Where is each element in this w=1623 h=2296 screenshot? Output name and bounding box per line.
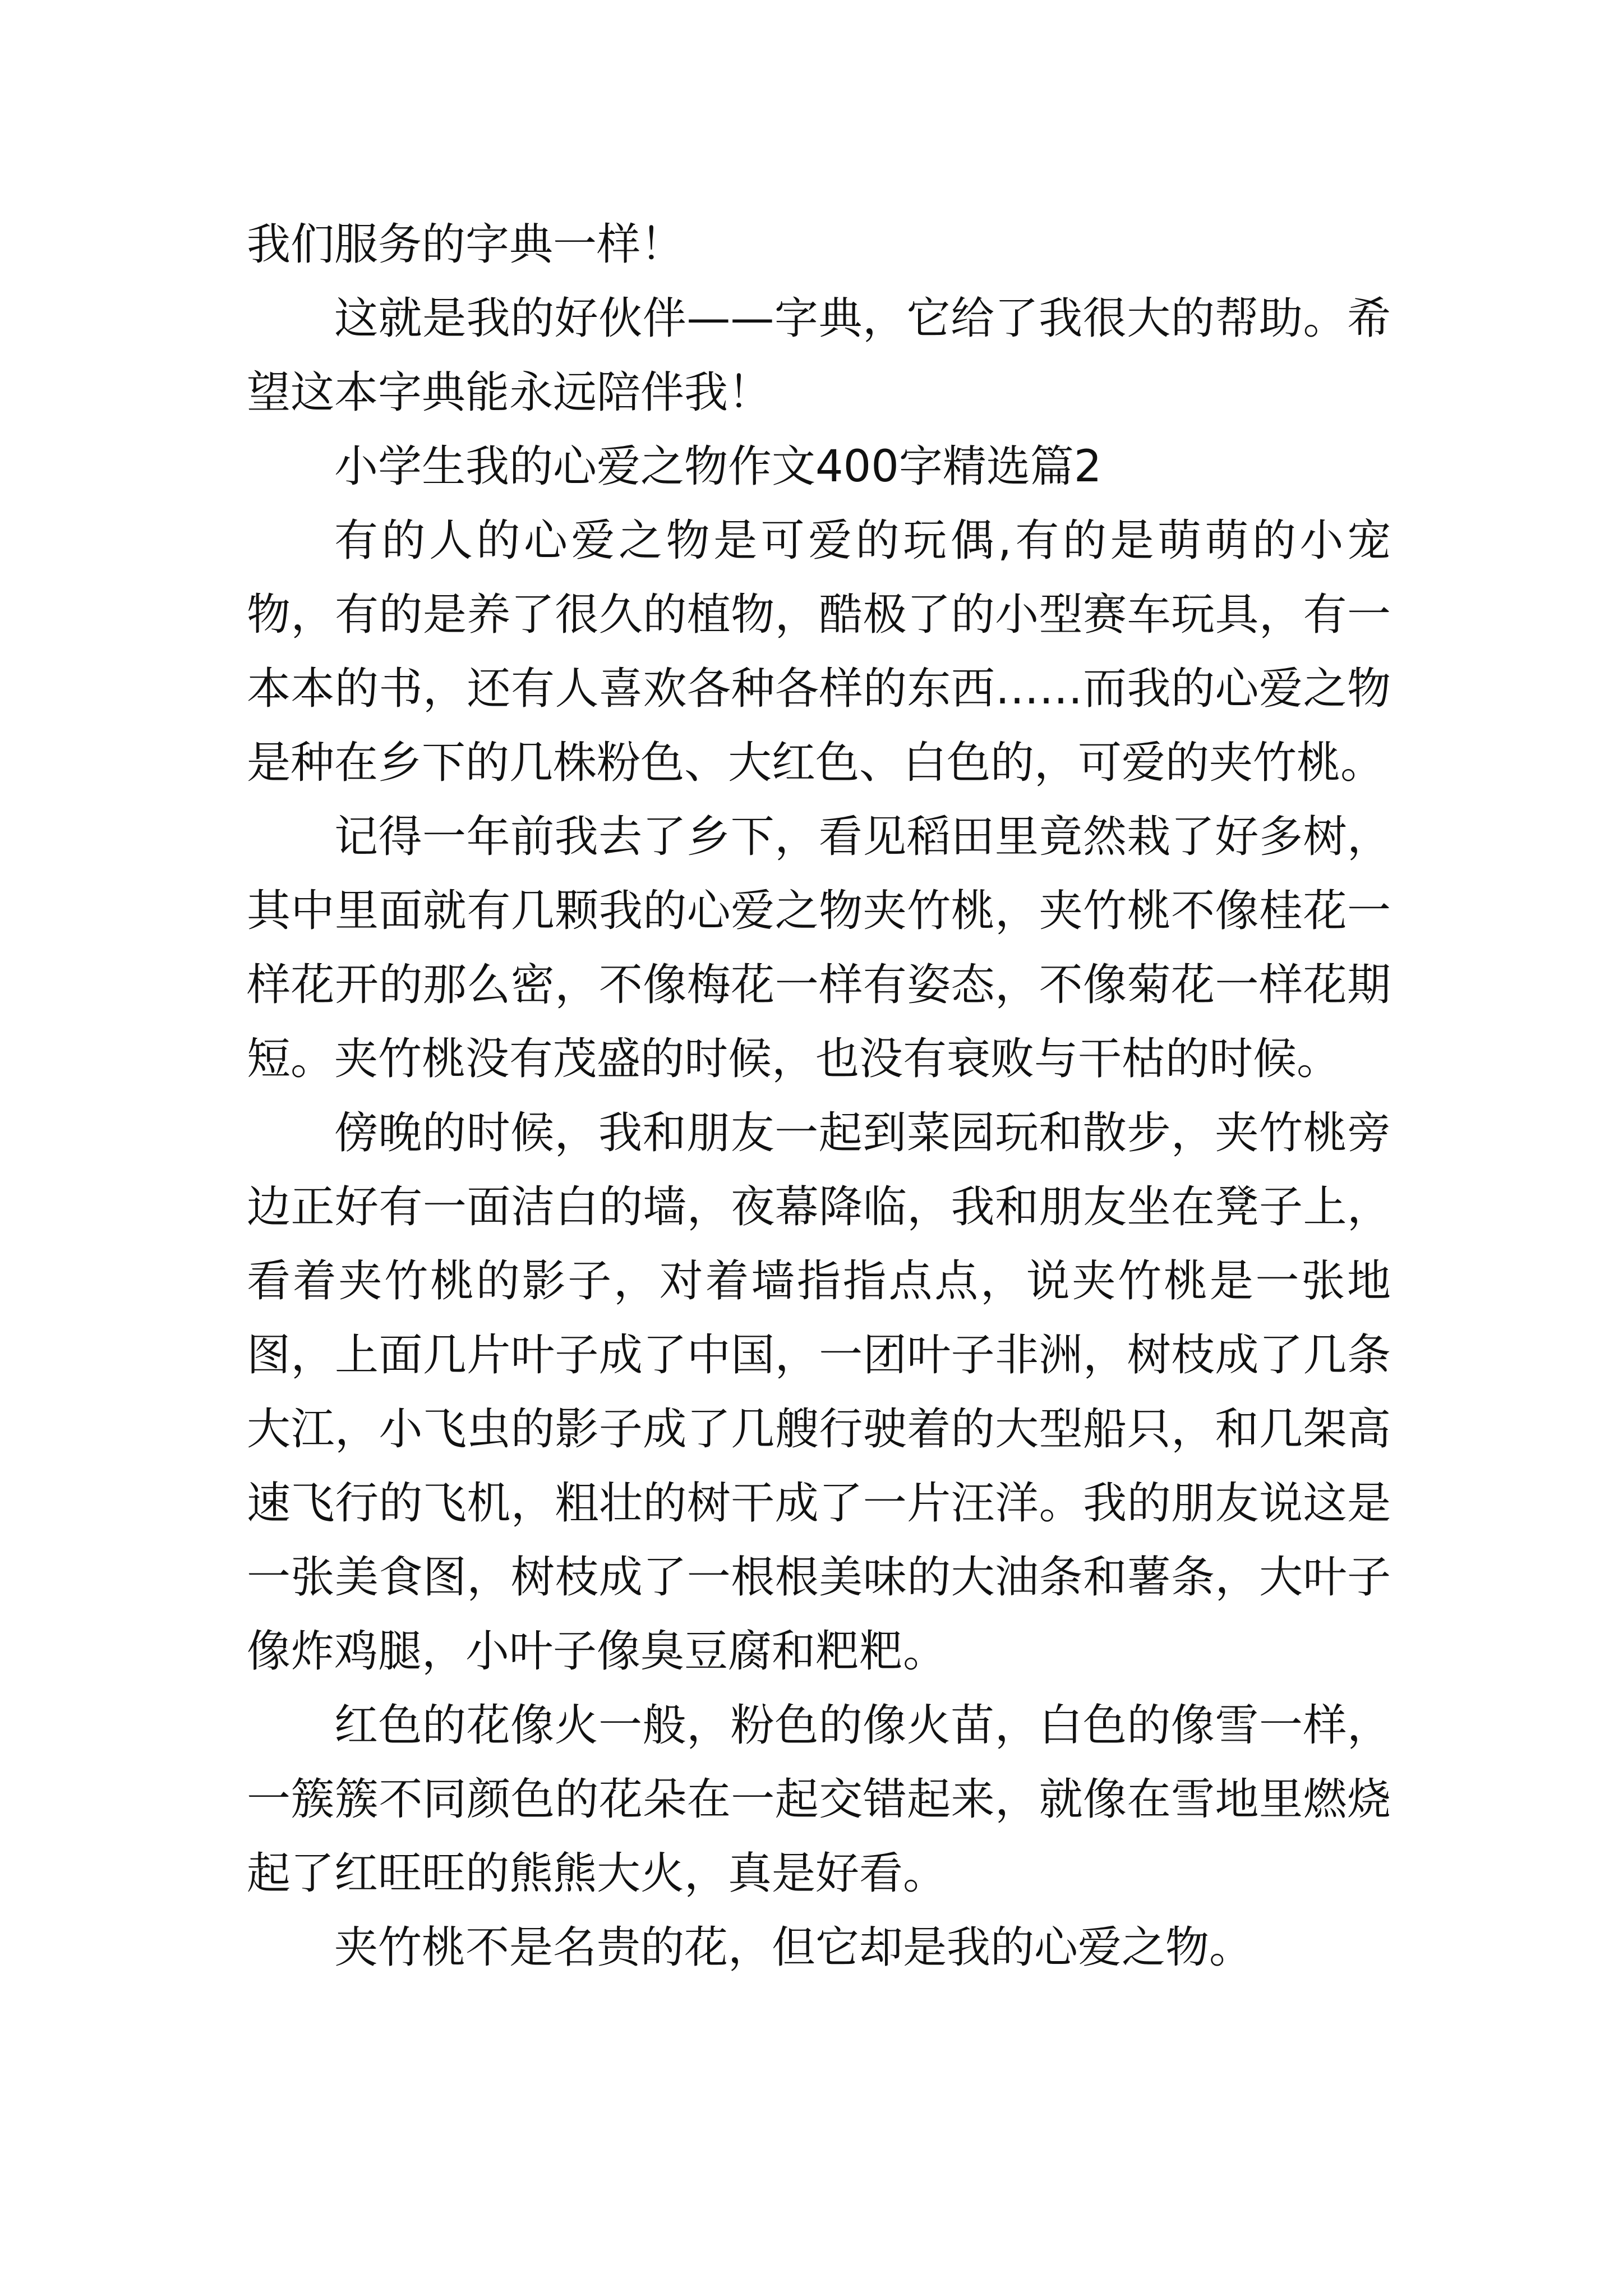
essay-heading: 小学生我的心爱之物作文400字精选篇2 — [334, 441, 1102, 492]
paragraph-flower-colors: 红色的花像火一般，粉色的像火苗，白色的像雪一样，一簇簇不同颜色的花朵在一起交错起来，就像在雪地里燃烧起了红旺旺的熊熊大火，真是好看。 — [247, 1700, 1391, 1899]
paragraph-shadow-play: 傍晚的时候，我和朋友一起到菜园玩和散步，夹竹桃旁边正好有一面洁白的墙，夜幕降临，我和朋友坐在凳子上，看着夹竹桃的影子，对着墙指指点点，说夹竹桃是一张地图，上面几片叶子成了中国，一团叶子非洲，树枝成了几条大江，小飞虫的影子成了几艘行驶着的大型船只，和几架高速飞行的飞机，粗壮的树干成了一片汪洋。我的朋友说这是一张美食图，树枝成了一根根美味的大油条和薯条，大叶子像炸鸡腿，小叶子像臭豆腐和粑粑。 — [247, 1108, 1391, 1677]
paragraph-countryside: 记得一年前我去了乡下，看见稻田里竟然栽了好多树，其中里面就有几颗我的心爱之物夹竹桃，夹竹桃不像桂花一样花开的那么密，不像梅花一样有姿态，不像菊花一样花期短。夹竹桃没有茂盛的时候，也没有衰败与干枯的时候。 — [247, 812, 1391, 1084]
paragraph-continuation: 我们服务的字典一样！ — [247, 219, 685, 270]
paragraph-dictionary-conclusion: 这就是我的好伙伴——字典，它给了我很大的帮助。希望这本字典能永远陪伴我！ — [247, 293, 1391, 418]
article-body — [247, 208, 1391, 1985]
paragraph-intro: 有的人的心爱之物是可爱的玩偶,有的是萌萌的小宠物，有的是养了很久的植物，酷极了的小型赛车玩具，有一本本的书，还有人喜欢各种各样的东西……而我的心爱之物是种在乡下的几株粉色、大红色、白色的，可爱的夹竹桃。 — [247, 516, 1391, 788]
paragraph-ending: 夹竹桃不是名贵的花，但它却是我的心爱之物。 — [334, 1922, 1253, 1973]
